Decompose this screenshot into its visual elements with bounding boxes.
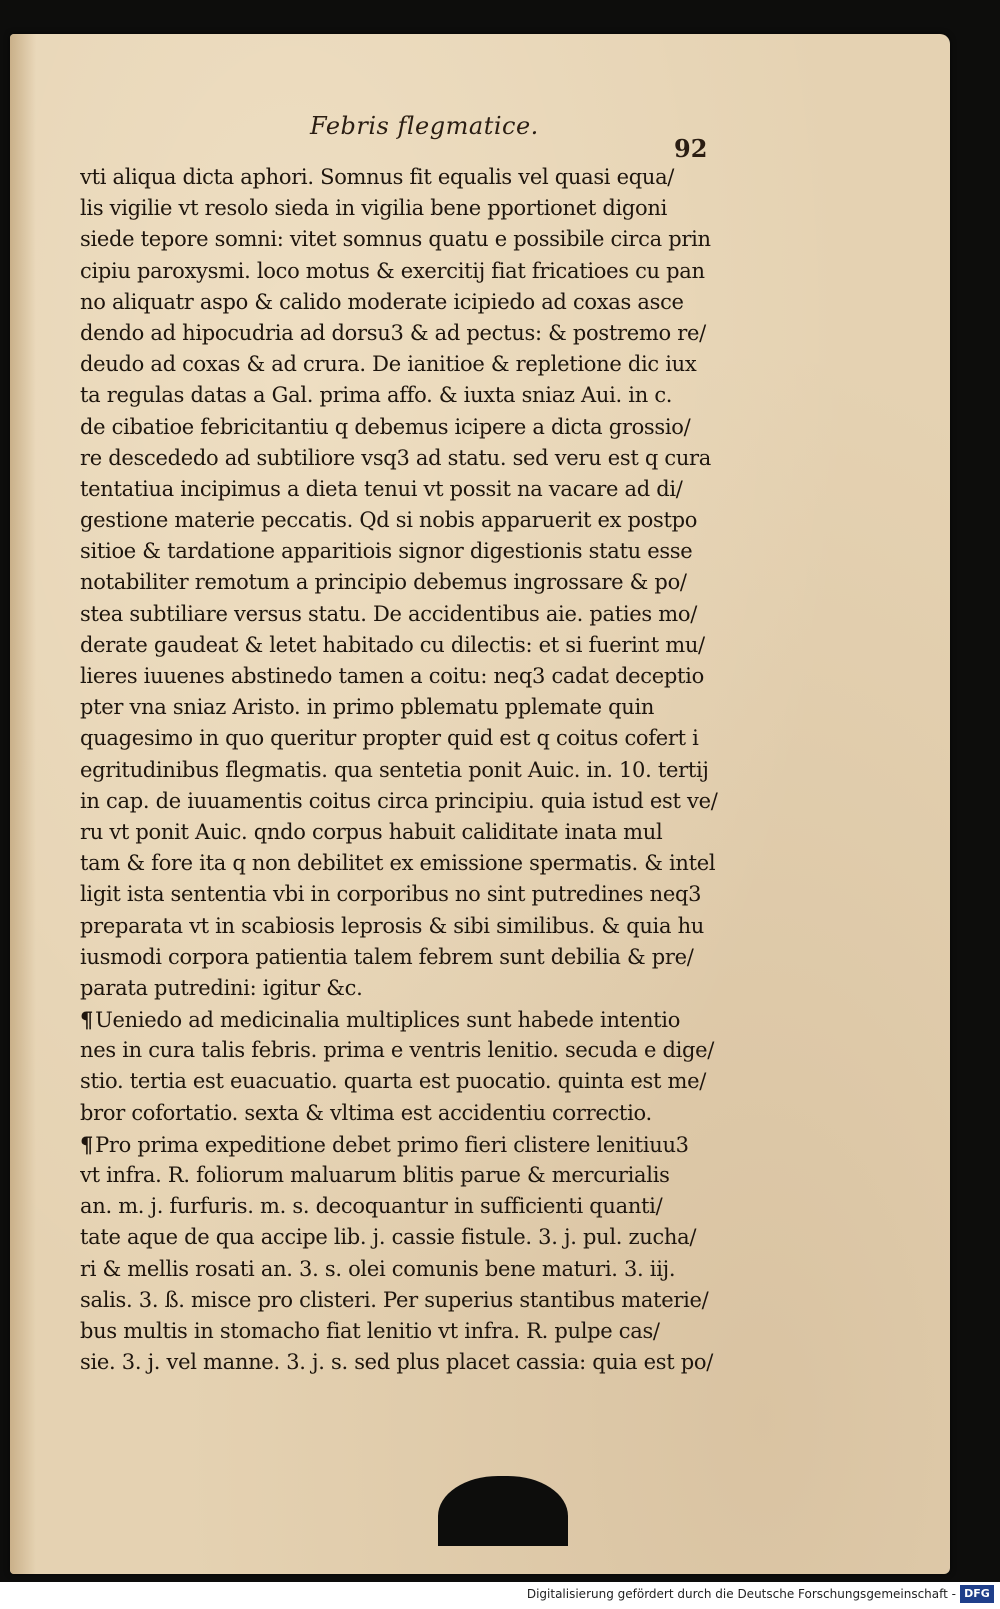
line-text: re descededo ad subtiliore vsq3 ad statu. sed veru est q cura <box>80 445 712 470</box>
text-line <box>80 412 740 443</box>
line-text: salis. 3. ß. misce pro clisteri. Per superius stantibus materie/ <box>80 1287 709 1312</box>
text-line <box>80 911 740 942</box>
line-text: bror cofortatio. sexta & vltima est accidentiu correctio. <box>80 1100 652 1125</box>
folio-number: 92 <box>674 134 708 163</box>
text-line <box>80 536 740 567</box>
line-text: nes in cura talis febris. prima e ventris lenitio. secuda e dige/ <box>80 1038 715 1063</box>
paragraph-1 <box>80 162 740 1004</box>
line-text: stio. tertia est euacuatio. quarta est puocatio. quinta est me/ <box>80 1069 707 1094</box>
text-line <box>80 318 740 349</box>
text-line <box>80 256 740 287</box>
text-line <box>80 661 740 692</box>
text-line <box>80 599 740 630</box>
text-line <box>80 1191 740 1222</box>
line-text: lis vigilie vt resolo sieda in vigilia bene pportionet digoni <box>80 196 668 221</box>
page-gutter-shadow <box>10 34 36 1574</box>
text-line <box>80 630 740 661</box>
text-line <box>80 193 740 224</box>
paragraph-2 <box>80 1004 740 1129</box>
line-text: egritudinibus flegmatis. qua sentetia ponit Auic. in. 10. tertij <box>80 757 709 782</box>
funding-notice: Digitalisierung gefördert durch die Deutsche Forschungsgemeinschaft - <box>526 1587 956 1601</box>
text-line <box>80 224 740 255</box>
line-text: lieres iuuenes abstinedo tamen a coitu: neq3 cadat deceptio <box>80 664 704 688</box>
text-line <box>80 786 740 817</box>
pilcrow-icon: ¶ <box>80 1131 94 1157</box>
text-line <box>80 879 740 910</box>
line-text: sie. 3. j. vel manne. 3. j. s. sed plus placet cassia: quia est po/ <box>80 1350 714 1375</box>
text-line <box>80 1129 740 1160</box>
pilcrow-icon: ¶ <box>80 1007 94 1033</box>
text-line <box>80 567 740 598</box>
line-text: vt infra. R. foliorum maluarum blitis parue & mercurialis <box>80 1163 670 1187</box>
line-text: pter vna sniaz Aristo. in primo pblematu pplemate quin <box>80 695 655 720</box>
text-line <box>80 1285 740 1316</box>
line-text: Pro prima expeditione debet primo fieri clistere lenitiuu3 <box>95 1132 689 1157</box>
line-text: de cibatioe febricitantiu q debemus icipere a dicta grossio/ <box>80 414 691 439</box>
text-line <box>80 1347 740 1378</box>
line-text: ligit ista sententia vbi in corporibus no sint putredines neq3 <box>80 882 702 907</box>
line-text: tentatiua incipimus a dieta tenui vt possit na vacare ad di/ <box>80 476 683 501</box>
line-text: quagesimo in quo queritur propter quid est q coitus cofert i <box>80 726 699 751</box>
line-text: deudo ad coxas & ad crura. De ianitioe & repletione dic iux <box>80 352 697 377</box>
text-line <box>80 162 740 193</box>
text-line <box>80 755 740 786</box>
line-text: ru vt ponit Auic. qndo corpus habuit caliditate inata mul <box>80 819 663 844</box>
text-line <box>80 474 740 505</box>
dfg-logo: DFG <box>960 1585 994 1603</box>
text-line <box>80 973 740 1004</box>
line-text: notabiliter remotum a principio debemus ingrossare & po/ <box>80 570 687 595</box>
text-line <box>80 443 740 474</box>
text-block <box>80 162 740 1378</box>
paragraph-3 <box>80 1129 740 1379</box>
line-text: Ueniedo ad medicinalia multiplices sunt habede intentio <box>95 1008 681 1033</box>
line-text: bus multis in stomacho fiat lenitio vt infra. R. pulpe cas/ <box>80 1318 660 1343</box>
text-line <box>80 505 740 536</box>
text-line <box>80 942 740 973</box>
footer-bar <box>0 1582 1000 1609</box>
line-text: parata putredini: igitur &c. <box>80 975 363 1000</box>
text-line <box>80 1035 740 1066</box>
line-text: cipiu paroxysmi. loco motus & exercitij fiat fricatioes cu pan <box>80 258 705 283</box>
running-head: Febris flegmatice. <box>310 112 539 140</box>
text-line <box>80 287 740 318</box>
line-text: in cap. de iuuamentis coitus circa principiu. quia istud est ve/ <box>80 788 718 813</box>
text-line <box>80 848 740 879</box>
line-text: no aliquatr aspo & calido moderate icipiedo ad coxas asce <box>80 289 684 314</box>
line-text: stea subtiliare versus statu. De accidentibus aie. paties mo/ <box>80 601 697 626</box>
line-text: derate gaudeat & letet habitado cu dilectis: et si fuerint mu/ <box>80 632 705 657</box>
line-text: sitioe & tardatione apparitiois signor digestionis statu esse <box>80 539 693 564</box>
line-text: ri & mellis rosati an. 3. s. olei comunis bene maturi. 3. iij. <box>80 1256 676 1281</box>
text-line <box>80 1160 740 1191</box>
line-text: tam & fore ita q non debilitet ex emissione spermatis. & intel <box>80 851 716 876</box>
text-line <box>80 1254 740 1285</box>
line-text: siede tepore somni: vitet somnus quatu e possibile circa prin <box>80 227 711 252</box>
line-text: ta regulas datas a Gal. prima affo. & iuxta sniaz Aui. in c. <box>80 383 673 408</box>
text-line <box>80 380 740 411</box>
text-line <box>80 1066 740 1097</box>
line-text: preparata vt in scabiosis leprosis & sibi similibus. & quia hu <box>80 913 705 938</box>
text-line <box>80 349 740 380</box>
text-line <box>80 692 740 723</box>
line-text: vti aliqua dicta aphori. Somnus fit equalis vel quasi equa/ <box>80 165 675 189</box>
line-text: gestione materie peccatis. Qd si nobis apparuerit ex postpo <box>80 508 698 533</box>
text-line <box>80 1004 740 1035</box>
line-text: an. m. j. furfuris. m. s. decoquantur in sufficienti quanti/ <box>80 1194 663 1219</box>
text-line <box>80 817 740 848</box>
page-bottom-notch <box>438 1476 568 1546</box>
text-line <box>80 1316 740 1347</box>
text-line <box>80 1222 740 1253</box>
text-line <box>80 723 740 754</box>
line-text: dendo ad hipocudria ad dorsu3 & ad pectus: & postremo re/ <box>80 320 706 345</box>
text-line <box>80 1098 740 1129</box>
line-text: iusmodi corpora patientia talem febrem sunt debilia & pre/ <box>80 944 694 969</box>
line-text: tate aque de qua accipe lib. j. cassie fistule. 3. j. pul. zucha/ <box>80 1225 697 1250</box>
